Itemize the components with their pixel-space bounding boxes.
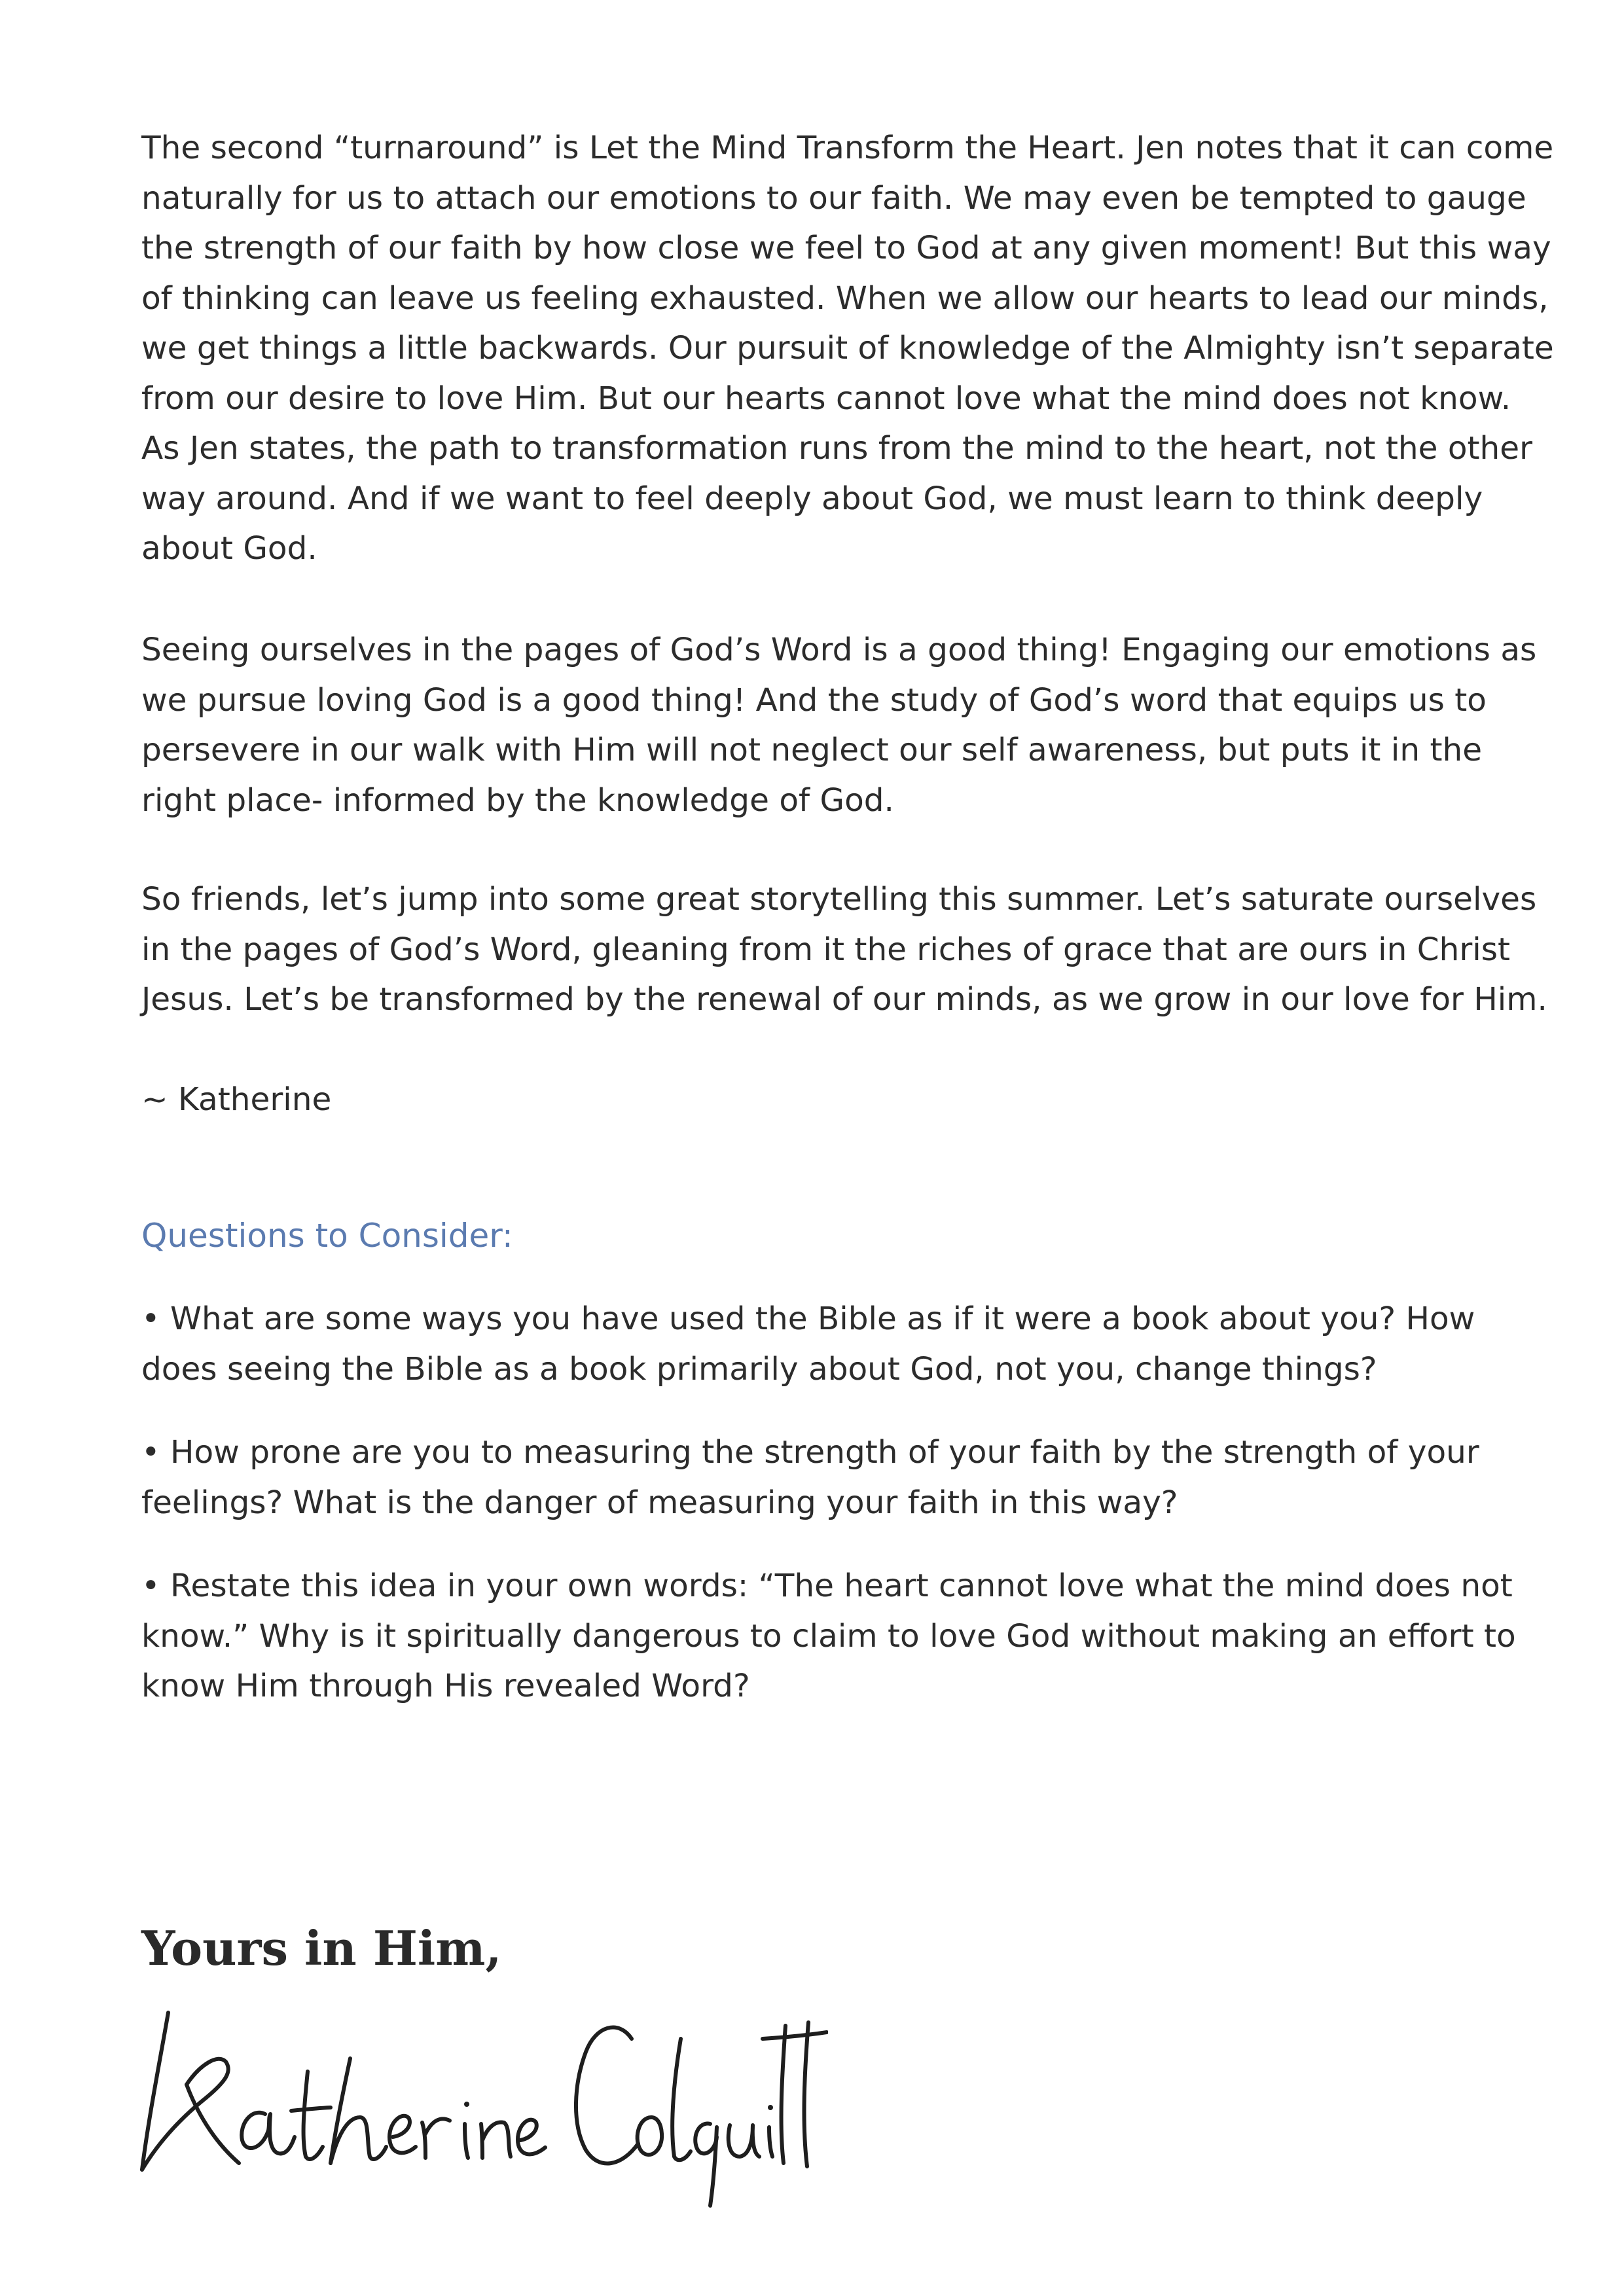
question-item: • Restate this idea in your own words: “The heart cannot love what the mind does not know.” Why is it spiritually dangerous to claim to love God without making an effort to know Him through His revealed Word? xyxy=(141,1568,1516,1704)
closing-salutation: Yours in Him, xyxy=(141,1920,502,1976)
paragraph-seeing-ourselves: Seeing ourselves in the pages of God’s Word is a good thing! Engaging our emotions as we pursue loving God is a good thing! And the study of God’s word that equips us to persevere in our walk with Him will not neglect our self awareness, but puts it in the right place- informed by the knowledge of God. xyxy=(141,632,1537,819)
signoff-text: ~ Katherine xyxy=(141,1081,332,1118)
questions-heading: Questions to Consider: xyxy=(141,1217,513,1255)
paragraph-turnaround: The second “turnaround” is Let the Mind Transform the Heart. Jen notes that it can come naturally for us to attach our emotions to our faith. We may even be tempted to gauge the strength of our faith by how close we feel to God at any given moment! But this way of thinking can leave us feeling exhausted. When we allow our hearts to lead our minds, we get things a little backwards. Our pursuit of knowledge of the Almighty isn’t separate from our desire to love Him. But our hearts cannot love what the mind does not know. As Jen states, the path to transformation runs from the mind to the heart, not the other way around. And if we want to feel deeply about God, we must learn to think deeply about God. xyxy=(141,130,1554,567)
paragraph-so-friends: So friends, let’s jump into some great storytelling this summer. Let’s saturate ourselves in the pages of God’s Word, gleaning from it the riches of grace that are ours in Christ Jesus. Let’s be transformed by the renewal of our minds, as we grow in our love for Him. xyxy=(141,881,1547,1018)
question-item: • What are some ways you have used the Bible as if it were a book about you? How does seeing the Bible as a book primarily about God, not you, change things? xyxy=(141,1300,1475,1388)
question-item: • How prone are you to measuring the strength of your faith by the strength of your feelings? What is the danger of measuring your faith in this way? xyxy=(141,1434,1479,1521)
handwritten-signature xyxy=(134,2000,828,2209)
